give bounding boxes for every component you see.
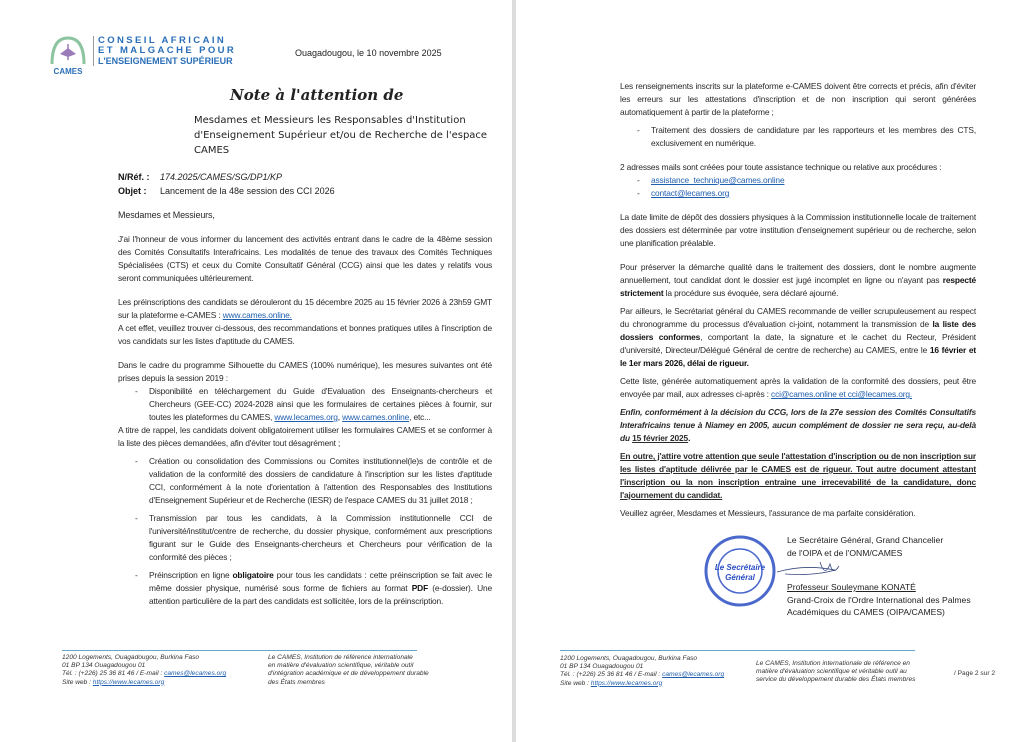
footer-web-link[interactable]: https://www.lecames.org <box>590 679 663 687</box>
signatory-title: de l'OIPA et de l'ONM/CAMES <box>787 547 903 558</box>
link[interactable]: www.cames.online. <box>222 310 292 320</box>
paragraph <box>620 406 976 445</box>
signatory-title: Le Secrétaire Général, Grand Chancelier <box>787 535 944 545</box>
cames-logo-icon <box>46 34 90 78</box>
footer-email-link[interactable]: cames@lecames.org <box>662 671 725 679</box>
bullet-item <box>631 124 976 150</box>
paragraph <box>118 424 492 450</box>
paragraph <box>620 375 976 401</box>
text-run: 2 adresses mails sont créées pour toute assistance technique ou relative aux procédures : <box>620 162 942 172</box>
footer-line: 01 BP 134 Ouagadougou 01 <box>560 663 644 671</box>
paragraph <box>118 359 492 385</box>
bullet-item <box>129 569 492 608</box>
paragraph <box>620 261 976 300</box>
svg-text:Général: Général <box>725 573 755 582</box>
signatory-distinction: Grand-Croix de l'Ordre International des Palmes <box>787 594 971 605</box>
salutation: Mesdames et Messieurs, <box>118 210 215 220</box>
text-run: , comportant la date, la signature et le cachet du Recteur, Président d'université, Directeur/Délégué Général de centre de recherche) au CAMES, entre le <box>620 332 976 355</box>
paragraph <box>620 211 976 250</box>
svg-text:CAMES: CAMES <box>53 67 83 76</box>
text-run: 15 février 2025 <box>632 433 689 443</box>
signatory-name: Professeur Souleymane KONATÉ <box>787 582 916 592</box>
footer-line: Site web : <box>62 678 93 686</box>
reference-block <box>118 170 335 198</box>
paragraph <box>620 450 976 502</box>
footer-line: Le CAMES, Institution de référence internationale <box>268 654 413 661</box>
footer-mission <box>268 654 429 687</box>
logo-text <box>93 36 236 66</box>
handwritten-signature <box>775 560 855 580</box>
text-run: J'ai l'honneur de vous informer du lancement des activités entrant dans le cadre de la 48ème session des Comités Consultatifs Interafricains. Les modalités de tenue des travaux des Comités Techniques Spécialisées (CTS) et ceux du Comite Consultatif Général (CCG) ainsi que les dates y relatifs vous seront communiquées ultérieurement. <box>118 234 492 283</box>
text-run: , <box>337 412 343 422</box>
text-run: Pour préserver la démarche qualité dans le traitement des dossiers, dont le nombre augmente annuellement, tout candidat dont le dossier est jugé incomplet en ligne ou n'ayant pas <box>620 262 976 285</box>
paragraph <box>620 161 976 174</box>
email-item[interactable] <box>631 187 976 200</box>
link[interactable]: assistance_technique@cames.online <box>651 175 785 185</box>
text-run: (e-dossier). Une attention particulière de la part des candidats est sollicitée, lors de la préinscription. <box>149 583 492 606</box>
paragraph <box>118 233 492 285</box>
letter-date: Ouagadougou, le 10 novembre 2025 <box>295 48 442 58</box>
text-run: PDF <box>411 583 429 593</box>
official-stamp <box>703 534 777 608</box>
paragraph <box>118 296 492 322</box>
footer-email-link[interactable]: cames@lecames.org <box>164 670 227 678</box>
text-run: 16 février et le 1er mars 2026, délai de rigueur. <box>620 345 976 368</box>
ref-label: N/Réf. : <box>118 172 150 182</box>
footer-line: matière d'évaluation scientifique et véritable outil au <box>756 668 907 676</box>
footer-line: Site web : <box>560 679 591 687</box>
text-run: pour tous les candidats : cette préinscription se fait avec le même dossier physique, numérisé sous forme de fichiers au format <box>149 570 492 593</box>
footer-address <box>62 654 226 687</box>
link[interactable]: contact@lecames.org <box>651 188 730 198</box>
email-item[interactable] <box>631 174 976 187</box>
logo-line: ET MALGACHE POUR <box>98 45 237 56</box>
bullet-item <box>129 455 492 507</box>
text-run: Traitement des dossiers de candidature par les rapporteurs et les membres des CTS, exclusivement en numérique. <box>651 125 976 148</box>
text-run: la liste des dossiers conformes <box>620 319 976 342</box>
link[interactable]: cci@cames.online et cci@lecames.org. <box>771 389 913 399</box>
footer-address <box>560 655 724 688</box>
footer-line: service du développement durable des États membres <box>756 676 916 684</box>
footer-web-link[interactable]: https://www.lecames.org <box>92 678 165 686</box>
signatory-distinction: Académiques du CAMES (OIPA/CAMES) <box>787 607 945 617</box>
text-run: Transmission par tous les candidats, à la Commission institutionnelle CCI de l'université/institut/centre de recherche, du dossier physique, conformément aux prescriptions figurant sur le Guide des Enseignants-chercheurs et Chercheurs pour vérification de la conformité des pièces ; <box>149 513 492 562</box>
text-run: Par ailleurs, le Secrétariat général du CAMES recommande de veiller scrupuleusement au respect du chronogramme du processus d'évaluation ci-joint, notamment la transmission de <box>620 306 976 329</box>
text-run: A cet effet, veuillez trouver ci-dessous, des recommandations et bonnes pratiques utiles à l'inscription de vos candidats sur les listes d'aptitude du CAMES. <box>118 323 492 346</box>
note-title: Note à l'attention de <box>230 86 404 104</box>
footer-line: en matière d'évaluation scientifique, véritable outil <box>268 662 414 670</box>
paragraph <box>620 80 976 119</box>
footer-line: 01 BP 134 Ouagadougou 01 <box>62 662 146 670</box>
text-run: obligatoire <box>232 570 274 580</box>
text-run: Enfin, conformément à la décision du CCG, lors de la 27e session des Comités Consultatifs Interafricains tenue à Niamey en 2005, aucun complément de dossier ne sera reçu, au-delà du <box>620 407 976 443</box>
closing <box>620 507 976 520</box>
text-run: la procédure sus évoquée, sera déclaré ajourné. <box>663 288 839 298</box>
footer-line: des États membres <box>268 678 325 686</box>
text-run: Dans le cadre du programme Silhouette du CAMES (100% numérique), les mesures suivantes ont été prises depuis la session 2019 : <box>118 360 492 383</box>
object-value: Lancement de la 48e session des CCI 2026 <box>160 186 335 196</box>
ref-value: 174.2025/CAMES/SG/DP1/KP <box>160 172 283 182</box>
text-run: La date limite de dépôt des dossiers physiques à la Commission institutionnelle locale de traitement des dossiers est déterminée par votre institution d'enseignement supérieur ou de recherche, selon une planification préalable. <box>620 212 976 248</box>
footer-divider <box>62 650 417 651</box>
document-page-2 <box>516 0 1024 742</box>
text-run: Création ou consolidation des Commissions ou Comites institutionnel(le)s de contrôle et de validation de la conformité des dossiers de candidature à l'inscription sur les listes d'aptitude CCI, conformément à la note d'orientation à l'attention des Responsables des Institutions d'Enseignement Supérieur et de Recherche (IESR) de l'espace CAMES du 31 juillet 2018 ; <box>149 456 492 505</box>
svg-text:Le Secrétaire: Le Secrétaire <box>714 563 766 572</box>
logo-line: CONSEIL AFRICAIN <box>98 35 227 46</box>
footer-line: 1200 Logements, Ouagadougou, Burkina Faso <box>62 654 200 661</box>
text-run: . <box>688 433 691 443</box>
letter-body <box>620 80 976 619</box>
text-run: Préinscription en ligne <box>149 570 233 580</box>
bullet-item <box>129 385 492 424</box>
text-run: Les préinscriptions des candidats se dérouleront du 15 décembre 2025 au 15 février 2026 à 23h59 GMT sur la plateforme e-CAMES : <box>118 297 492 320</box>
text-run: , etc... <box>409 412 431 422</box>
object-label: Objet : <box>118 186 147 196</box>
bullet-item <box>129 512 492 564</box>
letter-body <box>118 209 492 608</box>
footer-line: d'intégration académique et de développement durable <box>268 670 429 678</box>
text-run: respecté strictement <box>620 275 976 298</box>
addressee: Mesdames et Messieurs les Responsables d'Institution d'Enseignement Supérieur et/ou de Recherche de l'espace CAMES <box>194 115 488 156</box>
footer-line: Tél. : (+226) 25 36 81 46 / E-mail : <box>560 671 663 679</box>
text-run: A titre de rappel, les candidats doivent obligatoirement utiliser les formulaires CAMES et se conformer à la liste des pièces demandées, afin d'éviter tout désagrément ; <box>118 425 492 448</box>
footer-line: Le CAMES, Institution internationale de référence en <box>756 660 910 667</box>
text-run: En outre, j'attire votre attention que seule l'attestation d'inscription ou de non inscription sur les listes d'aptitude délivrée par le CAMES est de rigueur. Tout autre document attestant l'inscription ou la non inscription entraine une irrecevabilité de la candidature, donc l'ajournement du candidat. <box>620 451 976 500</box>
footer-divider <box>560 650 915 651</box>
text-run: Disponibilité en téléchargement du Guide d'Evaluation des Enseignants-chercheurs et Chercheurs (GEE-CC) 2024-2028 ainsi que les formulaires de certaines pièces à fournir, sur toutes les plateformes du CAMES, <box>149 386 492 422</box>
footer-line: Tél. : (+226) 25 36 81 46 / E-mail : <box>62 670 165 678</box>
signature-block <box>714 534 976 619</box>
text-run: Veuillez agréer, Mesdames et Messieurs, l'assurance de ma parfaite considération. <box>620 508 916 518</box>
link[interactable]: www.cames.online <box>342 412 410 422</box>
text-run: Les renseignements inscrits sur la plateforme e-CAMES doivent être corrects et précis, afin d'éviter les erreurs sur les attestations d'inscription et de non inscription qui seront générées automatiquement à partir de la plateforme ; <box>620 81 976 117</box>
footer-mission <box>756 660 915 685</box>
text-run: Cette liste, générée automatiquement après la validation de la conformité des dossiers, peut être envoyée par mail, aux adresses ci-après : <box>620 376 976 399</box>
page-number: / Page 2 sur 2 <box>954 670 996 677</box>
logo-line: L'ENSEIGNEMENT SUPÉRIEUR <box>98 56 233 66</box>
paragraph <box>620 305 976 370</box>
paragraph <box>118 322 492 348</box>
link[interactable]: www.lecames.org <box>274 412 338 422</box>
footer-line: 1200 Logements, Ouagadougou, Burkina Faso <box>560 655 698 662</box>
